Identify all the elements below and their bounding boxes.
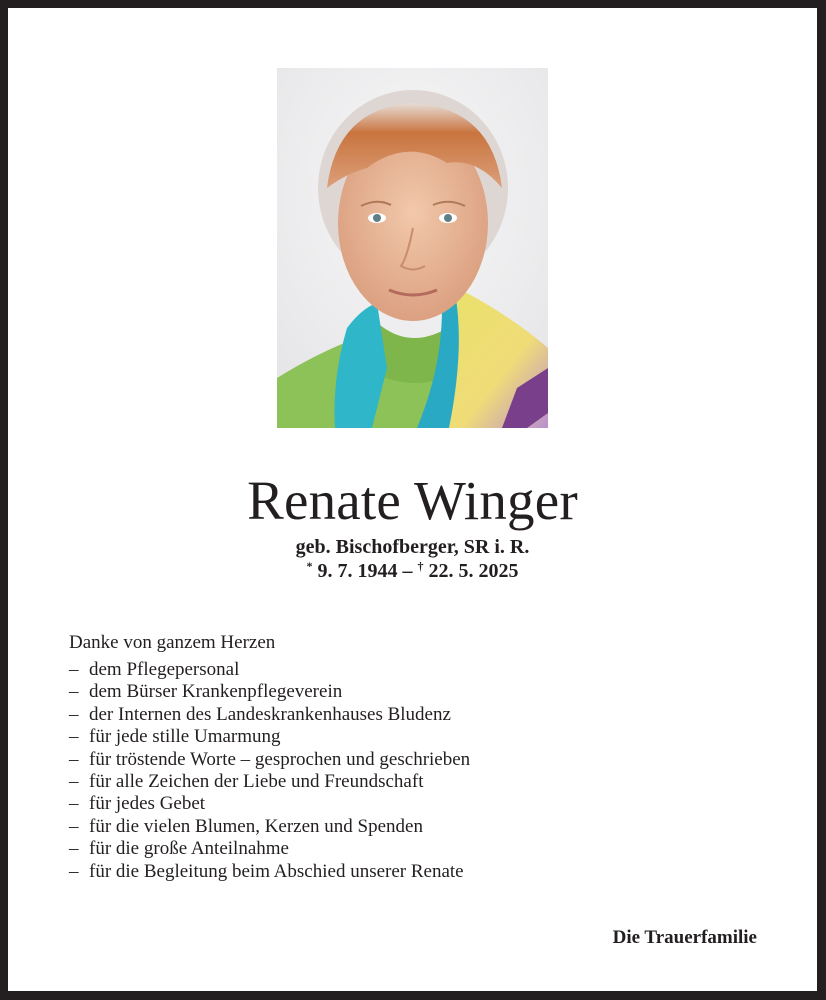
death-date: 22. 5. 2025 (428, 560, 519, 582)
list-item-text: für die Begleitung beim Abschied unserer Renate (89, 860, 464, 882)
birth-date: 9. 7. 1944 (317, 560, 398, 582)
maiden-name-and-title: geb. Bischofberger, SR i. R. (295, 536, 530, 558)
dash-bullet-icon: – (69, 771, 79, 793)
list-item (69, 681, 470, 703)
list-item-text: für alle Zeichen der Liebe und Freundschaft (89, 771, 424, 793)
list-item (69, 726, 470, 748)
death-cross-icon: † (417, 559, 424, 573)
deceased-name: Renate Winger (247, 470, 578, 531)
list-item (69, 816, 470, 838)
obituary-card (8, 8, 817, 991)
list-item-text: für tröstende Worte – gesprochen und geschrieben (89, 748, 471, 770)
list-item-text: für jedes Gebet (89, 793, 206, 815)
list-item-text: der Internen des Landeskrankenhauses Bludenz (89, 703, 451, 725)
dash-bullet-icon: – (69, 838, 79, 860)
date-separator: – (402, 560, 413, 582)
list-item (69, 861, 470, 883)
signature: Die Trauerfamilie (612, 927, 757, 948)
list-item (69, 659, 470, 681)
birth-star-icon: * (306, 559, 313, 573)
list-item (69, 793, 470, 815)
dash-bullet-icon: – (69, 860, 79, 882)
list-item-text: für die große Anteilnahme (89, 838, 289, 860)
list-item-text: dem Bürser Krankenpflegeverein (89, 681, 343, 703)
dash-bullet-icon: – (69, 726, 79, 748)
list-item-text: für jede stille Umarmung (89, 726, 281, 748)
dash-bullet-icon: – (69, 815, 79, 837)
dash-bullet-icon: – (69, 659, 79, 680)
dash-bullet-icon: – (69, 703, 79, 725)
list-item (69, 771, 470, 793)
portrait-photo (277, 68, 548, 428)
thanks-list (69, 659, 470, 883)
thanks-intro: Danke von ganzem Herzen (69, 632, 276, 653)
portrait-image-icon (277, 68, 548, 428)
dash-bullet-icon: – (69, 748, 79, 770)
list-item-text: dem Pflegepersonal (89, 659, 240, 680)
dash-bullet-icon: – (69, 793, 79, 815)
list-item (69, 749, 470, 771)
list-item (69, 838, 470, 860)
list-item-text: für die vielen Blumen, Kerzen und Spenden (89, 815, 423, 837)
dash-bullet-icon: – (69, 681, 79, 703)
list-item (69, 704, 470, 726)
life-dates (8, 560, 817, 583)
